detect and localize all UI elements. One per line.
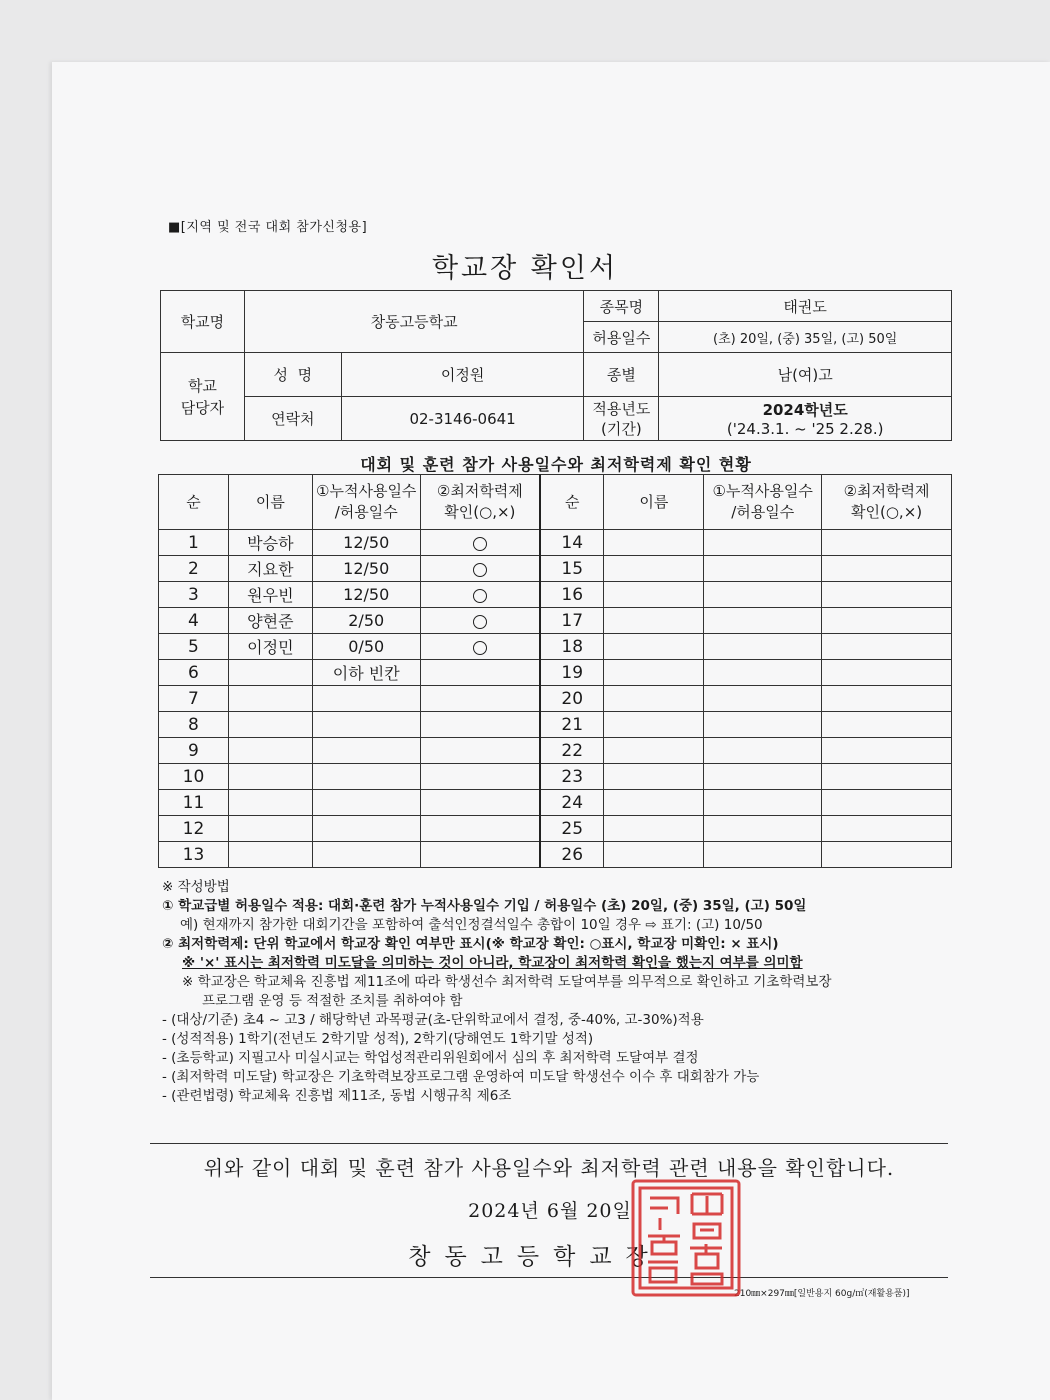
detail-3: - (초등학교) 지필고사 미실시교는 학업성적관리위원회에서 심의 후 최저학력 도달여부 결정 (162, 1050, 699, 1066)
row-number: 7 (159, 686, 229, 712)
event-label: 종목명 (584, 291, 659, 322)
academic-check (420, 556, 540, 582)
table-row (159, 686, 952, 712)
table-row (159, 712, 952, 738)
staff-name-label: 성 명 (244, 353, 341, 397)
academic-check (420, 660, 540, 686)
instructions (162, 878, 952, 1106)
academic-check (420, 842, 540, 868)
document-title: 학교장 확인서 (431, 253, 619, 284)
row-number: 5 (159, 634, 229, 660)
academic-check (420, 816, 540, 842)
student-name: 양현준 (228, 608, 312, 634)
table-row (159, 582, 952, 608)
used-days: 12/50 (312, 582, 420, 608)
student-name (228, 712, 312, 738)
student-name (228, 764, 312, 790)
check-circle-mark (473, 641, 487, 655)
used-days-right (704, 816, 822, 842)
table-row (159, 790, 952, 816)
detail-1: - (대상/기준) 초4 ~ 고3 / 해당학년 과목평균(초-단위학교에서 결정, 중-40%, 고-30%)적용 (162, 1012, 704, 1028)
student-name-right (604, 556, 704, 582)
student-name: 지요한 (228, 556, 312, 582)
confirmation-text: 위와 같이 대회 및 훈련 참가 사용일수와 최저학력 관련 내용을 확인합니다. (203, 1156, 895, 1180)
used-days-right (704, 842, 822, 868)
note-2-a: ※ '×' 표시는 최저학력 미도달을 의미하는 것이 아니라, 학교장이 최저학력 확인을 했는지 여부를 의미함 (182, 955, 803, 971)
student-name-right (604, 634, 704, 660)
check-circle-mark (473, 537, 487, 551)
check-circle-mark (473, 615, 487, 629)
divider-top (150, 1143, 948, 1144)
row-number-right: 20 (540, 686, 604, 712)
row-number-right: 18 (540, 634, 604, 660)
note-1-example: 예) 현재까지 참가한 대회기간을 포함하여 출석인정결석일수 총합이 10일 경우 ⇨ 표기: (고) 10/50 (180, 917, 763, 933)
staff-label: 학교 담당자 (161, 353, 245, 441)
row-number-right: 21 (540, 712, 604, 738)
col-check: ②최저학력제 확인(○,×) (420, 475, 540, 530)
check-circle-mark (473, 563, 487, 577)
participation-table (158, 474, 952, 868)
academic-check-right (822, 816, 952, 842)
detail-5: - (관련법령) 학교체육 진흥법 제11조, 동법 시행규칙 제6조 (162, 1088, 512, 1104)
academic-check-right (822, 790, 952, 816)
academic-check (420, 790, 540, 816)
student-name (228, 660, 312, 686)
category-value: 남(여)고 (659, 353, 952, 397)
used-days (312, 764, 420, 790)
table-row (159, 660, 952, 686)
table-row (159, 608, 952, 634)
col-no: 순 (159, 475, 229, 530)
row-number-right: 14 (540, 530, 604, 556)
used-days-right (704, 582, 822, 608)
student-name: 박승하 (228, 530, 312, 556)
row-number-right: 23 (540, 764, 604, 790)
used-days-right (704, 634, 822, 660)
col-days-2: ①누적사용일수 /허용일수 (704, 475, 822, 530)
signer-name: 창동고등학교장 (408, 1244, 662, 1270)
academic-check (420, 582, 540, 608)
academic-check-right (822, 842, 952, 868)
row-number: 12 (159, 816, 229, 842)
used-days: 12/50 (312, 556, 420, 582)
row-number-right: 19 (540, 660, 604, 686)
academic-check-right (822, 712, 952, 738)
table-row (159, 842, 952, 868)
academic-check-right (822, 582, 952, 608)
row-number: 6 (159, 660, 229, 686)
academic-check (420, 530, 540, 556)
section-title: 대회 및 훈련 참가 사용일수와 최저학력제 확인 현황 (360, 455, 752, 474)
used-days (312, 816, 420, 842)
student-name-right (604, 686, 704, 712)
student-name-right (604, 530, 704, 556)
contact-value: 02-3146-0641 (341, 397, 584, 441)
used-days-right (704, 660, 822, 686)
used-days-right (704, 686, 822, 712)
table-row (159, 634, 952, 660)
contact-label: 연락처 (244, 397, 341, 441)
used-days-right (704, 556, 822, 582)
student-name-right (604, 608, 704, 634)
check-circle-mark (473, 589, 487, 603)
student-name (228, 738, 312, 764)
col-name-2: 이름 (604, 475, 704, 530)
row-number: 3 (159, 582, 229, 608)
row-number: 4 (159, 608, 229, 634)
student-name-right (604, 582, 704, 608)
student-name-right (604, 816, 704, 842)
staff-name-value: 이정원 (341, 353, 584, 397)
used-days: 이하 빈칸 (312, 660, 420, 686)
academic-check-right (822, 608, 952, 634)
used-days (312, 712, 420, 738)
school-name-label: 학교명 (161, 291, 245, 353)
table-row (159, 764, 952, 790)
academic-check-right (822, 660, 952, 686)
year-label: 적용년도 (기간) (584, 397, 659, 441)
row-number-right: 16 (540, 582, 604, 608)
used-days (312, 686, 420, 712)
used-days (312, 842, 420, 868)
student-name (228, 790, 312, 816)
row-number: 1 (159, 530, 229, 556)
year-cell (659, 397, 952, 441)
note-2-b: ※ 학교장은 학교체육 진흥법 제11조에 따라 학생선수 최저학력 도달여부를 의무적으로 확인하고 기초학력보장 (182, 974, 832, 990)
allowed-days-value: (초) 20일, (중) 35일, (고) 50일 (659, 322, 952, 353)
used-days-right (704, 764, 822, 790)
row-number-right: 17 (540, 608, 604, 634)
student-name: 이정민 (228, 634, 312, 660)
student-name (228, 842, 312, 868)
academic-check (420, 764, 540, 790)
row-number: 8 (159, 712, 229, 738)
student-name-right (604, 712, 704, 738)
student-name (228, 686, 312, 712)
used-days: 0/50 (312, 634, 420, 660)
academic-check-right (822, 686, 952, 712)
row-number: 11 (159, 790, 229, 816)
form-usage-tag: ■[지역 및 전국 대회 참가신청용] (168, 220, 368, 235)
academic-check-right (822, 738, 952, 764)
used-days-right (704, 608, 822, 634)
student-name-right (604, 842, 704, 868)
used-days (312, 738, 420, 764)
detail-4: - (최저학력 미도달) 학교장은 기초학력보장프로그램 운영하여 미도달 학생선수 이수 후 대회참가 가능 (162, 1069, 760, 1085)
row-number: 9 (159, 738, 229, 764)
category-label: 종별 (584, 353, 659, 397)
period-value: ('24.3.1. ~ '25 2.28.) (726, 420, 884, 438)
year-value: 2024학년도 (762, 401, 848, 419)
signature-date: 2024년 6월 20일 (468, 1200, 632, 1222)
used-days (312, 790, 420, 816)
col-no-2: 순 (540, 475, 604, 530)
student-name-right (604, 790, 704, 816)
col-check-2: ②최저학력제 확인(○,×) (822, 475, 952, 530)
academic-check-right (822, 530, 952, 556)
academic-check-right (822, 556, 952, 582)
row-number-right: 25 (540, 816, 604, 842)
paper-spec-footer: 210㎜×297㎜[일반용지 60g/㎡(재활용품)] (734, 1289, 910, 1299)
used-days: 12/50 (312, 530, 420, 556)
row-number-right: 15 (540, 556, 604, 582)
table-row (159, 816, 952, 842)
notes-heading: ※ 작성방법 (162, 879, 230, 895)
academic-check (420, 712, 540, 738)
student-name: 원우빈 (228, 582, 312, 608)
student-name-right (604, 660, 704, 686)
event-value: 태권도 (659, 291, 952, 322)
school-name-value: 창동고등학교 (244, 291, 584, 353)
academic-check-right (822, 764, 952, 790)
col-name: 이름 (228, 475, 312, 530)
table-row (159, 530, 952, 556)
row-number: 10 (159, 764, 229, 790)
used-days-right (704, 790, 822, 816)
student-name (228, 816, 312, 842)
academic-check (420, 608, 540, 634)
allowed-days-label: 허용일수 (584, 322, 659, 353)
student-name-right (604, 764, 704, 790)
note-2-b-cont: 프로그램 운영 등 적절한 조치를 취하여야 함 (202, 993, 463, 1009)
row-number-right: 26 (540, 842, 604, 868)
col-days: ①누적사용일수 /허용일수 (312, 475, 420, 530)
academic-check (420, 738, 540, 764)
note-1: ① 학교급별 허용일수 적용: 대회·훈련 참가 누적사용일수 기입 / 허용일수 (초) 20일, (중) 35일, (고) 50일 (162, 898, 807, 914)
academic-check-right (822, 634, 952, 660)
row-number-right: 22 (540, 738, 604, 764)
used-days-right (704, 530, 822, 556)
detail-2: - (성적적용) 1학기(전년도 2학기말 성적), 2학기(당해연도 1학기말 성적) (162, 1031, 594, 1047)
used-days-right (704, 738, 822, 764)
row-number-right: 24 (540, 790, 604, 816)
row-number: 2 (159, 556, 229, 582)
divider-bottom (150, 1277, 948, 1278)
table-row (159, 738, 952, 764)
row-number: 13 (159, 842, 229, 868)
used-days-right (704, 712, 822, 738)
official-seal-stamp (630, 1178, 742, 1298)
info-table (160, 290, 952, 441)
note-2: ② 최저학력제: 단위 학교에서 학교장 확인 여부만 표시(※ 학교장 확인: ○표시, 학교장 미확인: × 표시) (162, 936, 779, 952)
academic-check (420, 634, 540, 660)
academic-check (420, 686, 540, 712)
used-days: 2/50 (312, 608, 420, 634)
table-row (159, 556, 952, 582)
student-name-right (604, 738, 704, 764)
